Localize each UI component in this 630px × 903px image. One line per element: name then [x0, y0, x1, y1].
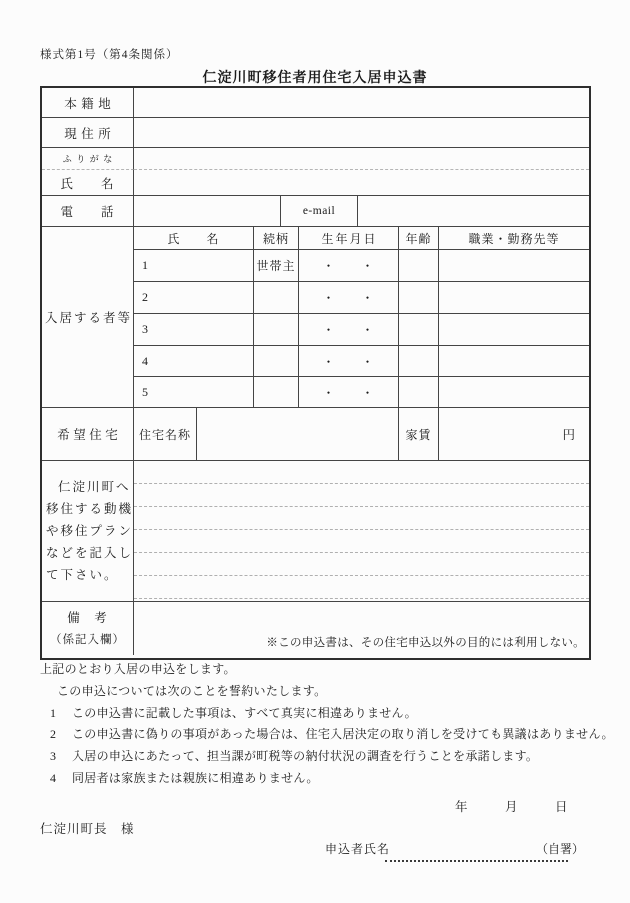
occupants-header-relation: 続柄 [254, 227, 299, 250]
occupant-occupation-field [439, 377, 589, 408]
current-address-label: 現住所 [42, 118, 134, 148]
housing-name-label: 住宅名称 [134, 408, 197, 461]
declaration-item [40, 746, 625, 768]
declaration-line2: この申込については次のことを誓約いたします。 [57, 683, 327, 698]
remarks-label-line2: （係記入欄） [50, 633, 125, 646]
occupant-relation-field [254, 314, 299, 346]
writing-guide-line [134, 575, 589, 576]
occupant-occupation-field [439, 314, 589, 346]
occupant-row-number: 3 [134, 314, 254, 346]
furigana-field [134, 148, 589, 170]
privacy-note: ※この申込書は、その住宅申込以外の目的には利用しない。 [266, 637, 585, 649]
rent-label: 家賃 [399, 408, 439, 461]
occupant-relation-field [254, 377, 299, 408]
self-sign-label: （自署） [536, 842, 585, 856]
occupant-age-field [399, 346, 439, 377]
occupant-occupation-field [439, 346, 589, 377]
declaration-item [40, 768, 625, 790]
occupant-occupation-field [439, 250, 589, 282]
writing-guide-line [134, 552, 589, 553]
occupant-birthdate-field: ・ ・ [299, 250, 399, 282]
occupant-age-field [399, 250, 439, 282]
writing-guide-line [134, 483, 589, 484]
occupants-header-name: 氏 名 [134, 227, 254, 250]
occupant-age-field [399, 314, 439, 346]
motivation-label-line: 移住する動機 [46, 502, 134, 516]
declaration-block [40, 659, 625, 790]
desired-housing-label: 希望住宅 [42, 408, 134, 461]
form-number: 様式第1号（第4条関係） [40, 49, 179, 61]
occupant-row-number: 1 [134, 250, 254, 282]
occupant-birthdate-field: ・ ・ [299, 282, 399, 314]
email-field [358, 196, 589, 227]
current-address-field [134, 118, 589, 148]
furigana-label: ふりがな [42, 148, 134, 170]
occupant-row-number: 4 [134, 346, 254, 377]
page-title: 仁淀川町移住者用住宅入居申込書 [202, 71, 428, 86]
declaration-item-text: 入居の申込にあたって、担当課が町税等の納付状況の調査を行うことを承諾します。 [72, 749, 539, 764]
addressee: 仁淀川町長 様 [40, 822, 135, 836]
declaration-item-text: この申込書に記載した事項は、すべて真実に相違ありません。 [72, 705, 417, 720]
signature-dotted-line [385, 853, 568, 862]
writing-guide-line [134, 506, 589, 507]
declaration-item-number: 2 [50, 727, 57, 742]
occupants-header-birthdate: 生年月日 [299, 227, 399, 250]
applicant-name-label: 申込者氏名 [325, 842, 391, 856]
remarks-label-line1: 備 考 [67, 610, 108, 625]
remarks-field [134, 602, 589, 655]
rent-field: 円 [439, 408, 589, 461]
writing-guide-line [134, 529, 589, 530]
occupant-relation-field [254, 282, 299, 314]
occupant-age-field [399, 282, 439, 314]
writing-guide-line [134, 598, 589, 599]
declaration-item-number: 4 [50, 770, 57, 785]
declaration-line1: 上記のとおり入居の申込をします。 [40, 662, 236, 676]
occupant-age-field [399, 377, 439, 408]
occupant-row-number: 2 [134, 282, 254, 314]
declaration-item-number: 3 [50, 749, 57, 764]
application-table [40, 86, 591, 660]
motivation-label-line: 仁淀川町へ [58, 480, 131, 494]
declaration-item-number: 1 [50, 705, 57, 720]
occupant-birthdate-field: ・ ・ [299, 377, 399, 408]
occupant-birthdate-field: ・ ・ [299, 346, 399, 377]
motivation-label-line: や移住プラン [46, 524, 134, 538]
registered-domicile-label: 本籍地 [42, 88, 134, 118]
declaration-item-text: この申込書に偽りの事項があった場合は、住宅入居決定の取り消しを受けても異議はありません。 [72, 727, 614, 742]
motivation-field [134, 461, 589, 602]
occupants-section-label: 入居する者等 [42, 227, 134, 408]
motivation-label-line: て下さい。 [46, 568, 119, 582]
housing-name-field [197, 408, 399, 461]
date-line: 年 月 日 [455, 800, 568, 814]
occupants-header-age: 年齢 [399, 227, 439, 250]
motivation-label [42, 461, 134, 602]
occupant-relation-field [254, 346, 299, 377]
phone-field [134, 196, 281, 227]
declaration-item [40, 724, 625, 746]
occupants-header-occupation: 職業・勤務先等 [439, 227, 589, 250]
occupant-relation-field: 世帯主 [254, 250, 299, 282]
registered-domicile-field [134, 88, 589, 118]
declaration-item [40, 703, 625, 725]
name-label: 氏 名 [42, 170, 134, 196]
occupant-row-number: 5 [134, 377, 254, 408]
remarks-label [42, 602, 134, 655]
name-field [134, 170, 589, 196]
email-label: e-mail [281, 196, 358, 227]
occupant-birthdate-field: ・ ・ [299, 314, 399, 346]
declaration-item-text: 同居者は家族または親族に相違ありません。 [72, 770, 319, 785]
phone-label: 電 話 [42, 196, 134, 227]
occupant-occupation-field [439, 282, 589, 314]
motivation-label-line: などを記入し [46, 546, 134, 560]
